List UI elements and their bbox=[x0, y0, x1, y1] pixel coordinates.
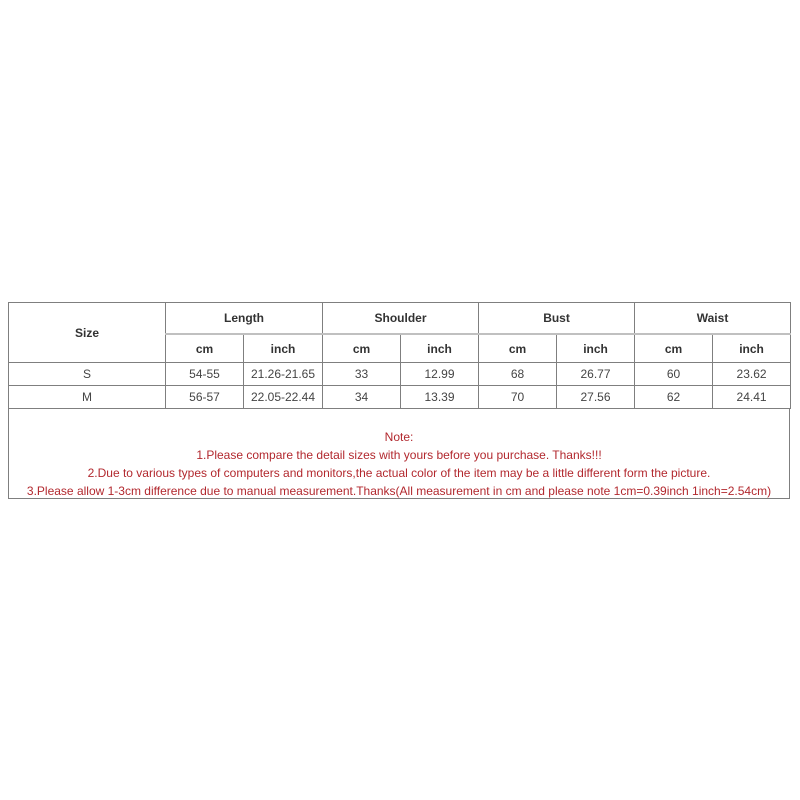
note-line-1: 1.Please compare the detail sizes with yours before you purchase. Thanks!!! bbox=[196, 448, 602, 462]
table-cell: 27.56 bbox=[557, 386, 635, 409]
size-table bbox=[8, 302, 791, 409]
table-cell: 13.39 bbox=[401, 386, 479, 409]
shoulder-header: Shoulder bbox=[323, 303, 479, 335]
bust-inch-header: inch bbox=[557, 334, 635, 363]
table-cell: 24.41 bbox=[713, 386, 791, 409]
table-cell: 23.62 bbox=[713, 363, 791, 386]
table-cell: 33 bbox=[323, 363, 401, 386]
size-header: Size bbox=[9, 303, 166, 363]
size-cell: S bbox=[9, 363, 166, 386]
note-line-3: 3.Please allow 1-3cm difference due to manual measurement.Thanks(All measurement in cm and please note 1cm=0.39inch 1inch=2.54cm) bbox=[26, 484, 772, 498]
waist-header: Waist bbox=[635, 303, 791, 335]
bust-cm-header: cm bbox=[479, 334, 557, 363]
length-inch-header: inch bbox=[244, 334, 323, 363]
header-row-groups bbox=[9, 303, 791, 335]
notes-title: Note: bbox=[384, 430, 414, 444]
shoulder-inch-header: inch bbox=[401, 334, 479, 363]
table-cell: 60 bbox=[635, 363, 713, 386]
bust-header: Bust bbox=[479, 303, 635, 335]
waist-inch-header: inch bbox=[713, 334, 791, 363]
size-cell: M bbox=[9, 386, 166, 409]
table-cell: 68 bbox=[479, 363, 557, 386]
table-cell: 34 bbox=[323, 386, 401, 409]
table-cell: 70 bbox=[479, 386, 557, 409]
table-row bbox=[9, 386, 791, 409]
shoulder-cm-header: cm bbox=[323, 334, 401, 363]
note-line-2: 2.Due to various types of computers and monitors,the actual color of the item may be a little different form the picture. bbox=[87, 466, 711, 480]
table-cell: 56-57 bbox=[166, 386, 244, 409]
table-cell: 62 bbox=[635, 386, 713, 409]
table-cell: 54-55 bbox=[166, 363, 244, 386]
table-cell: 22.05-22.44 bbox=[244, 386, 323, 409]
length-header: Length bbox=[166, 303, 323, 335]
table-cell: 26.77 bbox=[557, 363, 635, 386]
waist-cm-header: cm bbox=[635, 334, 713, 363]
length-cm-header: cm bbox=[166, 334, 244, 363]
table-cell: 21.26-21.65 bbox=[244, 363, 323, 386]
table-cell: 12.99 bbox=[401, 363, 479, 386]
size-chart bbox=[8, 302, 792, 499]
table-row bbox=[9, 363, 791, 386]
notes-box bbox=[8, 409, 790, 499]
